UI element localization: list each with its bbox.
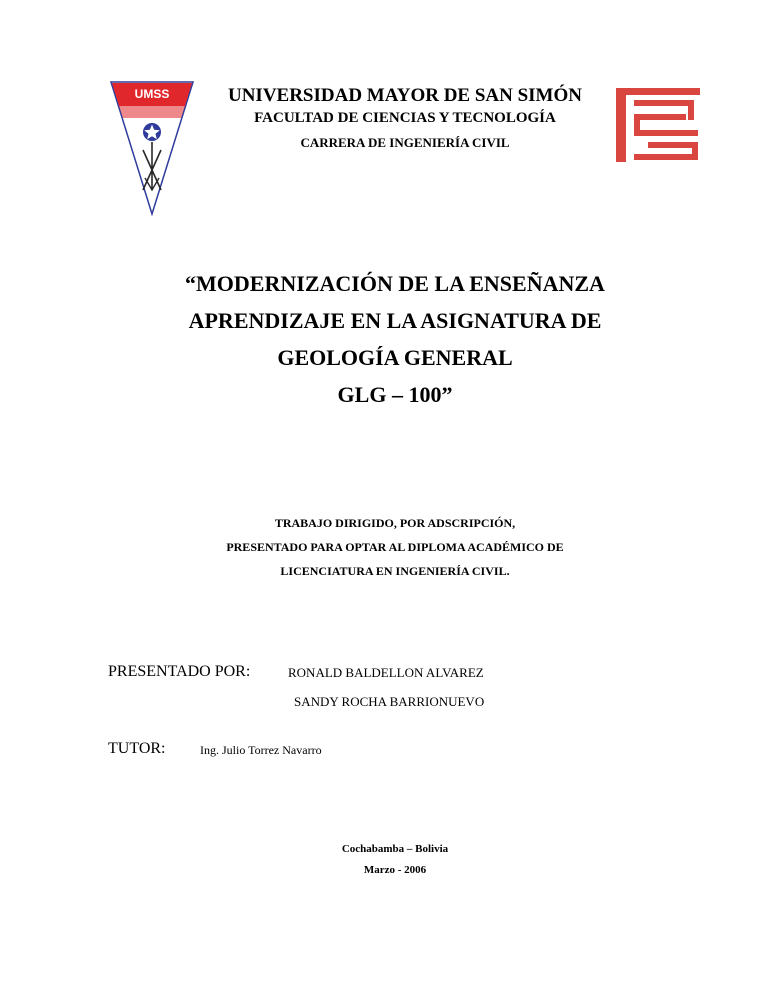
umss-logo [109,80,195,216]
tutor-name: Ing. Julio Torrez Navarro [200,743,322,757]
subtitle-line-1: TRABAJO DIRIGIDO, POR ADSCRIPCIÓN, [274,516,516,530]
faculty-name: FACULTAD DE CIENCIAS Y TECNOLOGÍA [254,110,556,126]
umss-logo-text: UMSS [134,87,170,101]
footer-place: Cochabamba – Bolivia [341,843,449,855]
tutor-label: TUTOR: [108,740,166,757]
footer-date: Marzo - 2006 [363,864,427,876]
presented-by-label: PRESENTADO POR: [108,663,251,680]
fcyt-logo [612,86,704,164]
title-line-3: GEOLOGÍA GENERAL [277,345,513,370]
university-name: UNIVERSIDAD MAYOR DE SAN SIMÓN [227,85,582,106]
title-line-2: APRENDIZAJE EN LA ASIGNATURA DE [188,308,602,333]
subtitle-line-2: PRESENTADO PARA OPTAR AL DIPLOMA ACADÉMICO DE [226,540,564,554]
author-name-2: SANDY ROCHA BARRIONUEVO [294,694,485,709]
title-line-1: “MODERNIZACIÓN DE LA ENSEÑANZA [185,271,605,296]
title-line-4: GLG – 100” [337,382,453,407]
subtitle-line-3: LICENCIATURA EN INGENIERÍA CIVIL. [280,564,510,578]
career-name: CARRERA DE INGENIERÍA CIVIL [300,135,510,150]
author-name-1: RONALD BALDELLON ALVAREZ [288,665,484,680]
